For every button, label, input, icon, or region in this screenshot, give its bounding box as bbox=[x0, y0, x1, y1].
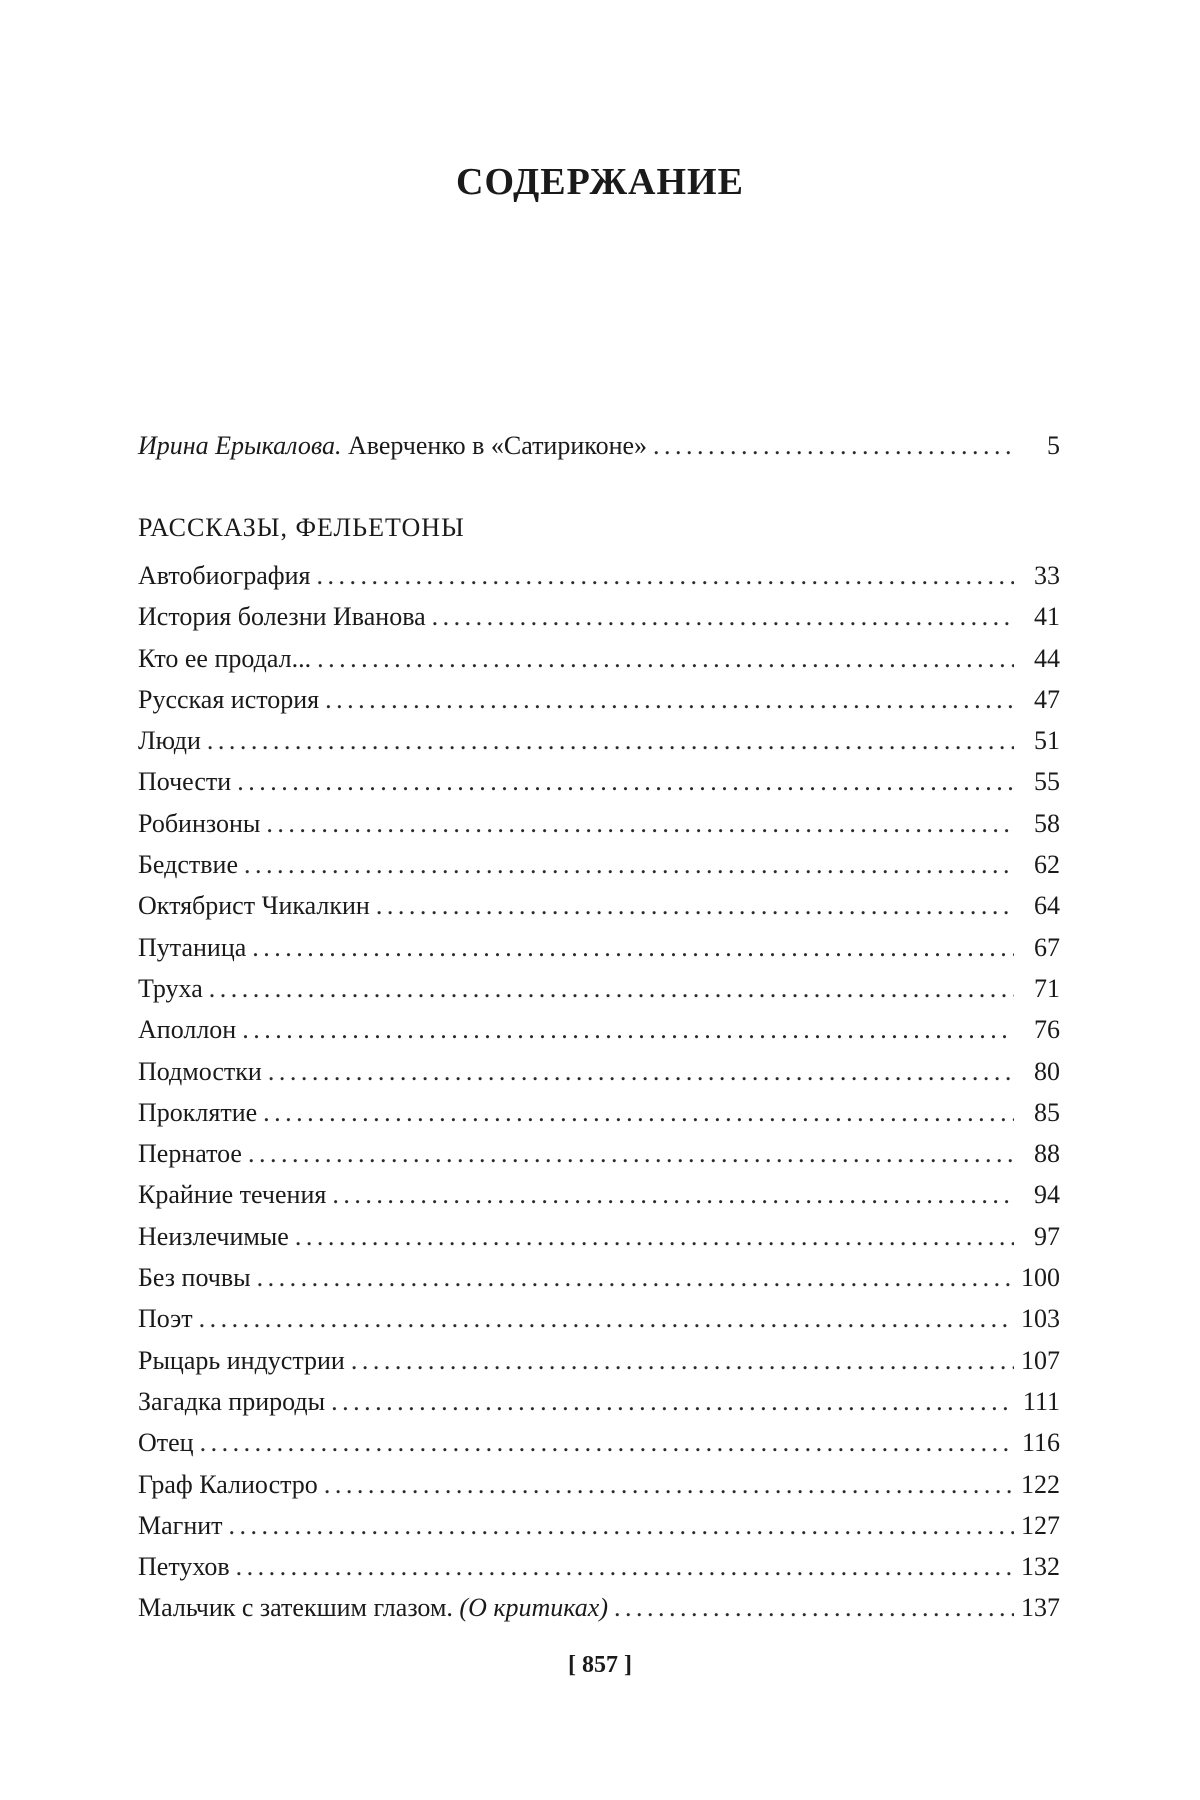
toc-entry-label bbox=[138, 1587, 608, 1628]
toc-intro bbox=[138, 425, 1060, 466]
toc-entry-note: (О критиках) bbox=[459, 1593, 608, 1623]
toc-entry-label bbox=[138, 968, 203, 1009]
page-title: СОДЕРЖАНИЕ bbox=[456, 161, 744, 203]
toc-entry-page: 132 bbox=[1021, 1552, 1060, 1582]
toc-entry bbox=[138, 1546, 1060, 1587]
toc-entry-label bbox=[138, 425, 647, 466]
dot-leader bbox=[263, 1092, 1014, 1133]
toc-entry-title: Крайние течения bbox=[138, 1180, 327, 1210]
toc-entry-label bbox=[138, 555, 311, 596]
toc-entry-title: Без почвы bbox=[138, 1263, 251, 1293]
toc-entry bbox=[138, 844, 1060, 885]
toc-entry-page: 67 bbox=[1034, 932, 1060, 962]
dot-leader bbox=[266, 803, 1014, 844]
toc-entry-page: 64 bbox=[1034, 891, 1060, 921]
dot-leader bbox=[653, 425, 1014, 466]
toc-entry-page: 71 bbox=[1034, 973, 1060, 1003]
toc-entry-label bbox=[138, 596, 426, 637]
toc-entry bbox=[138, 638, 1060, 679]
toc-entry-title: Почести bbox=[138, 767, 232, 797]
toc-entry bbox=[138, 1216, 1060, 1257]
toc-entry-title: Октябрист Чикалкин bbox=[138, 891, 370, 921]
toc-entry-page: 5 bbox=[1047, 431, 1060, 460]
dot-leader bbox=[614, 1587, 1014, 1628]
toc-entry-page: 94 bbox=[1034, 1180, 1060, 1210]
toc-entry-label bbox=[138, 1298, 193, 1339]
toc-entry-label bbox=[138, 1422, 194, 1463]
toc-entry-label bbox=[138, 1009, 236, 1050]
dot-leader bbox=[244, 844, 1014, 885]
toc-entry-page: 80 bbox=[1034, 1056, 1060, 1086]
toc-entry bbox=[138, 761, 1060, 802]
toc-entry bbox=[138, 720, 1060, 761]
toc-entry-page: 62 bbox=[1034, 850, 1060, 880]
toc-entry-label bbox=[138, 885, 370, 926]
toc-entry-label bbox=[138, 679, 319, 720]
toc-entry-author: Ирина Ерыкалова. bbox=[138, 431, 342, 460]
toc-entry-page: 88 bbox=[1034, 1139, 1060, 1169]
toc-entry-title: Бедствие bbox=[138, 850, 238, 880]
toc-entry-title: Рыцарь индустрии bbox=[138, 1345, 345, 1375]
toc-entry-title: Загадка природы bbox=[138, 1386, 326, 1416]
toc-entry bbox=[138, 1298, 1060, 1339]
dot-leader bbox=[376, 885, 1014, 926]
dot-leader bbox=[242, 1009, 1014, 1050]
toc-entry-title: Робинзоны bbox=[138, 808, 261, 838]
toc-entry bbox=[138, 968, 1060, 1009]
toc-entry-label bbox=[138, 638, 311, 679]
toc-entry-label bbox=[138, 1257, 251, 1298]
toc-entry-page: 55 bbox=[1034, 767, 1060, 797]
dot-leader bbox=[351, 1340, 1014, 1381]
toc-entry-page: 137 bbox=[1021, 1593, 1060, 1623]
toc-entry-label bbox=[138, 1092, 257, 1133]
toc-entry-title: Путаница bbox=[138, 932, 247, 962]
toc-entry-page: 85 bbox=[1034, 1097, 1060, 1127]
dot-leader bbox=[199, 1298, 1014, 1339]
toc-entry bbox=[138, 1092, 1060, 1133]
toc-entry-page: 103 bbox=[1021, 1304, 1060, 1334]
toc-entry-title: Петухов bbox=[138, 1552, 230, 1582]
toc-entry-label bbox=[138, 1381, 325, 1422]
toc-entry-title: Труха bbox=[138, 973, 203, 1003]
dot-leader bbox=[207, 720, 1014, 761]
toc-entry-page: 41 bbox=[1034, 602, 1060, 632]
dot-leader bbox=[200, 1422, 1014, 1463]
toc-entry-title: Русская история bbox=[138, 684, 320, 714]
toc-entry-page: 97 bbox=[1034, 1221, 1060, 1251]
toc-entry bbox=[138, 927, 1060, 968]
toc-entry-title: Поэт bbox=[138, 1304, 193, 1334]
toc-entry bbox=[138, 596, 1060, 637]
toc-entry-label bbox=[138, 927, 246, 968]
toc-entry-label bbox=[138, 1216, 289, 1257]
toc-entry bbox=[138, 1174, 1060, 1215]
dot-leader bbox=[237, 761, 1014, 802]
toc-entry-page: 51 bbox=[1034, 726, 1060, 756]
toc-entry-label bbox=[138, 1051, 262, 1092]
toc-entry-title: Автобиография bbox=[138, 561, 311, 590]
toc-entry-label bbox=[138, 844, 238, 885]
toc-entry bbox=[138, 1464, 1060, 1505]
toc-entry-label bbox=[138, 1464, 318, 1505]
toc-entry-label bbox=[138, 1505, 223, 1546]
toc-entry-page: 111 bbox=[1022, 1386, 1060, 1416]
toc-entry-title: Отец bbox=[138, 1428, 194, 1458]
dot-leader bbox=[317, 555, 1015, 596]
dot-leader bbox=[236, 1546, 1014, 1587]
dot-leader bbox=[229, 1505, 1014, 1546]
dot-leader bbox=[209, 968, 1014, 1009]
toc-entry-title: Подмостки bbox=[138, 1056, 262, 1086]
dot-leader bbox=[317, 638, 1014, 679]
dot-leader bbox=[432, 596, 1014, 637]
toc-entry-page: 58 bbox=[1034, 808, 1060, 838]
toc-entry-title: Аверченко в «Сатириконе» bbox=[347, 431, 648, 460]
toc-entry-title: Пернатое bbox=[138, 1139, 242, 1169]
toc-entry-title: Магнит bbox=[138, 1510, 223, 1540]
toc-entry bbox=[138, 679, 1060, 720]
toc-entry bbox=[138, 885, 1060, 926]
dot-leader bbox=[324, 1464, 1014, 1505]
toc-entry bbox=[138, 1257, 1060, 1298]
toc-entry-label bbox=[138, 1174, 326, 1215]
toc-entry-label bbox=[138, 761, 231, 802]
toc-entry-page: 116 bbox=[1021, 1428, 1060, 1458]
toc-entry-title: Кто ее продал... bbox=[138, 643, 312, 673]
toc-entry bbox=[138, 1505, 1060, 1546]
dot-leader bbox=[295, 1216, 1014, 1257]
page-number: [ 857 ] bbox=[568, 1652, 632, 1678]
toc-entry bbox=[138, 1133, 1060, 1174]
toc-entry-label bbox=[138, 803, 260, 844]
toc-entry-title: Проклятие bbox=[138, 1097, 258, 1127]
dot-leader bbox=[331, 1381, 1014, 1422]
toc-entry-page: 107 bbox=[1021, 1345, 1060, 1375]
dot-leader bbox=[257, 1257, 1014, 1298]
toc-entry-label bbox=[138, 1133, 242, 1174]
toc-entry bbox=[138, 1422, 1060, 1463]
toc-entry bbox=[138, 1381, 1060, 1422]
dot-leader bbox=[248, 1133, 1014, 1174]
toc-entries bbox=[138, 555, 1060, 1629]
toc-entry-title: Граф Калиостро bbox=[138, 1469, 318, 1499]
toc-entry bbox=[138, 1009, 1060, 1050]
toc-entry-title: Аполлон bbox=[138, 1015, 237, 1045]
toc-entry-intro bbox=[138, 425, 1060, 466]
toc-entry-label bbox=[138, 1340, 345, 1381]
toc-entry-page: 122 bbox=[1021, 1469, 1060, 1499]
toc-entry-label bbox=[138, 1546, 230, 1587]
toc-entry-page: 47 bbox=[1034, 684, 1060, 714]
toc-entry-page: 100 bbox=[1021, 1263, 1060, 1293]
toc-entry-page: 33 bbox=[1034, 561, 1060, 590]
toc-entry bbox=[138, 1587, 1060, 1628]
toc-entry-label bbox=[138, 720, 201, 761]
toc-entry-page: 127 bbox=[1021, 1510, 1060, 1540]
dot-leader bbox=[325, 679, 1014, 720]
toc-entry bbox=[138, 803, 1060, 844]
dot-leader bbox=[252, 927, 1014, 968]
toc-entry-title: История болезни Иванова bbox=[138, 602, 426, 632]
toc-entry-page: 76 bbox=[1034, 1015, 1060, 1045]
dot-leader bbox=[332, 1174, 1014, 1215]
toc-entry bbox=[138, 1340, 1060, 1381]
toc-entry-title: Люди bbox=[138, 726, 201, 756]
section-heading: РАССКАЗЫ, ФЕЛЬЕТОНЫ bbox=[138, 513, 465, 542]
toc-entry-page: 44 bbox=[1034, 643, 1060, 673]
toc-entry-title: Мальчик с затекшим глазом. bbox=[138, 1593, 453, 1623]
toc-entry-title: Неизлечимые bbox=[138, 1221, 289, 1251]
dot-leader bbox=[268, 1051, 1014, 1092]
toc-entry bbox=[138, 555, 1060, 596]
toc-entry bbox=[138, 1051, 1060, 1092]
